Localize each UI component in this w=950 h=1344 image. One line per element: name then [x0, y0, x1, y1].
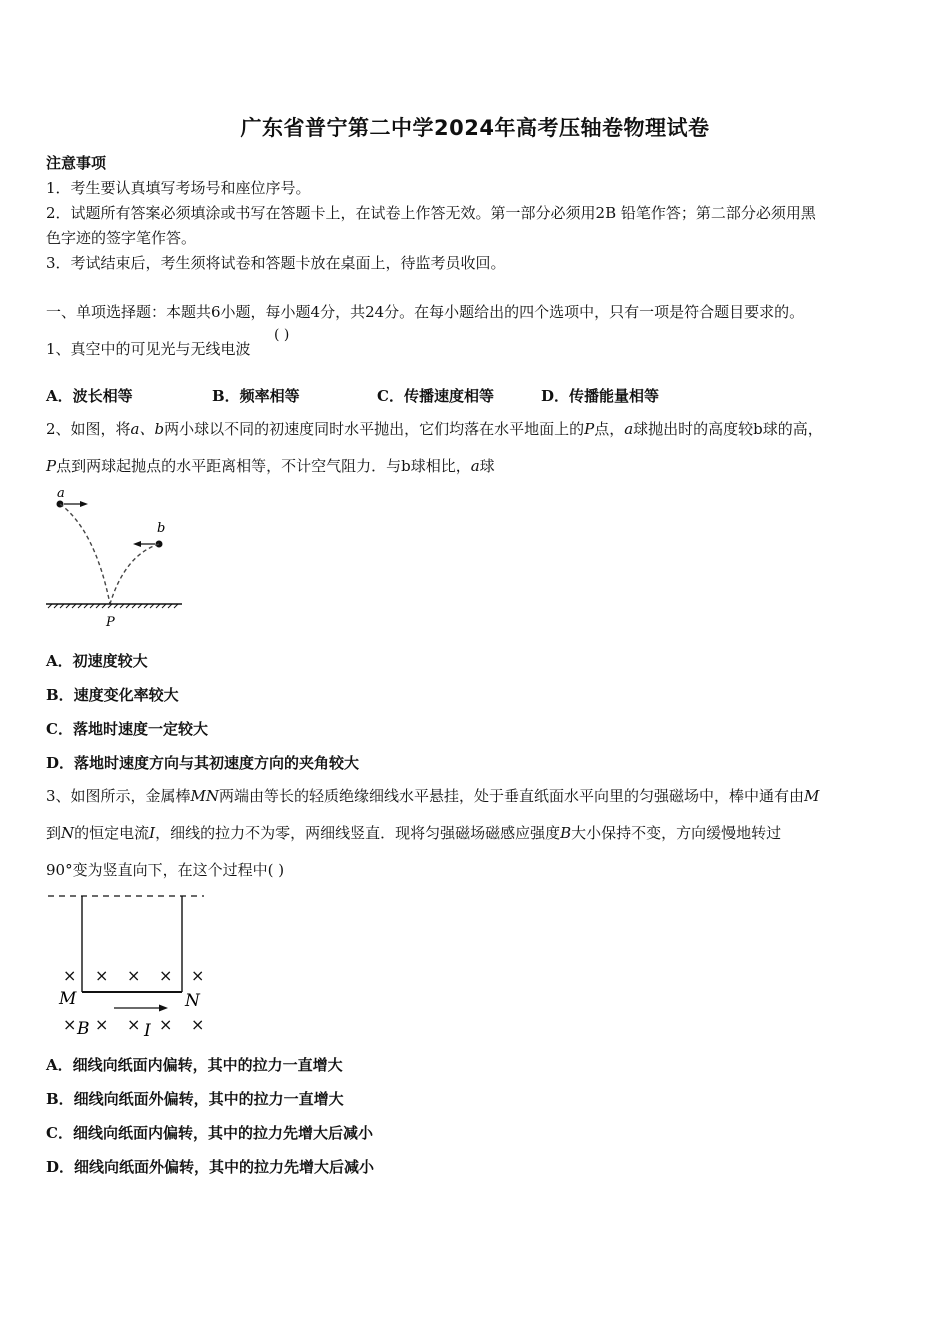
q3-var-i: I [149, 824, 156, 842]
q3-stem-part: 到 [46, 824, 62, 842]
notice-item-2-cont: 色字迹的签字笔作答。 [46, 229, 197, 247]
q2-stem-part: 球抛出时的高度较b球的高， [633, 420, 823, 438]
q2-option-d: D．落地时速度方向与其初速度方向的夹角较大 [46, 754, 360, 772]
end-m-label: M [59, 989, 77, 1009]
cross-mark: × [159, 1015, 173, 1034]
q3-stem-part: 大小保持不变，方向缓慢地转过 [571, 824, 782, 842]
q2-var-a: a [624, 420, 634, 438]
q2-stem-part: 球 [479, 457, 495, 475]
q2-option-c: C．落地时速度一定较大 [46, 720, 208, 738]
cross-mark: × [95, 966, 109, 985]
ball-a-arrowhead [80, 501, 88, 507]
q3-option-d: D．细线向纸面外偏转，其中的拉力先增大后减小 [46, 1158, 375, 1176]
q3-stem-line2 [46, 823, 781, 843]
q2-stem-part: 2、如图，将 [46, 420, 131, 438]
q3-stem-part: ，细线的拉力不为零，两细线竖直．现将匀强磁场磁感应强度 [155, 824, 561, 842]
q3-stem-line3: 90°变为竖直向下，在这个过程中( ) [46, 861, 285, 879]
q2-option-a: A．初速度较大 [46, 652, 148, 670]
q3-var-m: M [804, 787, 820, 805]
q2-var-p: P [46, 457, 57, 475]
q1-option-c: C．传播速度相等 [377, 387, 494, 405]
q3-option-b: B．细线向纸面外偏转，其中的拉力一直增大 [46, 1090, 344, 1108]
q1-option-d: D．传播能量相等 [541, 387, 660, 405]
notice-item-2: 2．试题所有答案必须填涂或书写在答题卡上，在试卷上作答无效。第一部分必须用2B 铅笔作答；第二部分必须用黑 [46, 204, 816, 222]
q2-var-a: a [470, 457, 480, 475]
q3-var-b: B [560, 824, 572, 842]
cross-mark: × [127, 966, 141, 985]
q3-magnetic-field-figure [44, 888, 214, 1043]
q1-option-a: A．波长相等 [46, 387, 133, 405]
end-n-label: N [185, 991, 200, 1011]
q3-var-mn: MN [190, 787, 220, 805]
q3-var-n: N [61, 824, 75, 842]
current-arrowhead [159, 1005, 168, 1012]
q3-option-a: A．细线向纸面内偏转，其中的拉力一直增大 [46, 1056, 343, 1074]
cross-mark: × [159, 966, 173, 985]
exam-title: 广东省普宁第二中学2024年高考压轴卷物理试卷 [240, 116, 710, 140]
q2-stem-part: 点到两球起抛点的水平距离相等，不计空气阻力．与b球相比， [56, 457, 471, 475]
q3-option-c: C．细线向纸面内偏转，其中的拉力先增大后减小 [46, 1124, 373, 1142]
current-i-label: I [144, 1021, 151, 1041]
q3-stem-part: 两端由等长的轻质绝缘细线水平悬挂，处于垂直纸面水平向里的匀强磁场中，棒中通有由 [219, 787, 805, 805]
notice-item-1: 1．考生要认真填写考场号和座位序号。 [46, 179, 311, 197]
ball-a-label: a [57, 486, 65, 501]
q2-var-p: P [584, 420, 595, 438]
q2-projectile-figure [40, 480, 200, 635]
ball-a-trajectory [60, 504, 110, 604]
q2-stem-line1 [46, 419, 823, 439]
cross-mark: × [63, 966, 77, 985]
cross-mark: × [63, 1015, 77, 1034]
cross-mark: × [191, 1015, 205, 1034]
cross-mark: × [191, 966, 205, 985]
q2-var-ab: a、b [130, 420, 165, 438]
q2-stem-part: 点， [594, 420, 625, 438]
q1-stem: 1、真空中的可见光与无线电波 [46, 340, 251, 358]
section-heading: 一、单项选择题：本题共6小题，每小题4分，共24分。在每小题给出的四个选项中，只有一项是符合题目要求的。 [46, 303, 805, 321]
cross-mark: × [127, 1015, 141, 1034]
q3-stem-line1 [46, 786, 819, 806]
q2-stem-part: 两小球以不同的初速度同时水平抛出，它们均落在水平地面上的 [164, 420, 585, 438]
q2-option-b: B．速度变化率较大 [46, 686, 179, 704]
cross-mark: × [95, 1015, 109, 1034]
q1-option-b: B．频率相等 [212, 387, 300, 405]
point-p-label: P [106, 615, 115, 630]
q1-paren: ( ) [274, 327, 290, 343]
q3-stem-part: 3、如图所示，金属棒 [46, 787, 191, 805]
ball-b-trajectory [110, 544, 159, 604]
notice-heading: 注意事项 [46, 154, 107, 172]
ball-b-arrowhead [133, 541, 141, 547]
q2-stem-line2 [46, 456, 495, 476]
ball-b-label: b [157, 521, 166, 536]
field-b-label: B [77, 1019, 90, 1039]
notice-item-3: 3．考试结束后，考生须将试卷和答题卡放在桌面上，待监考员收回。 [46, 254, 506, 272]
q3-stem-part: 的恒定电流 [74, 824, 150, 842]
